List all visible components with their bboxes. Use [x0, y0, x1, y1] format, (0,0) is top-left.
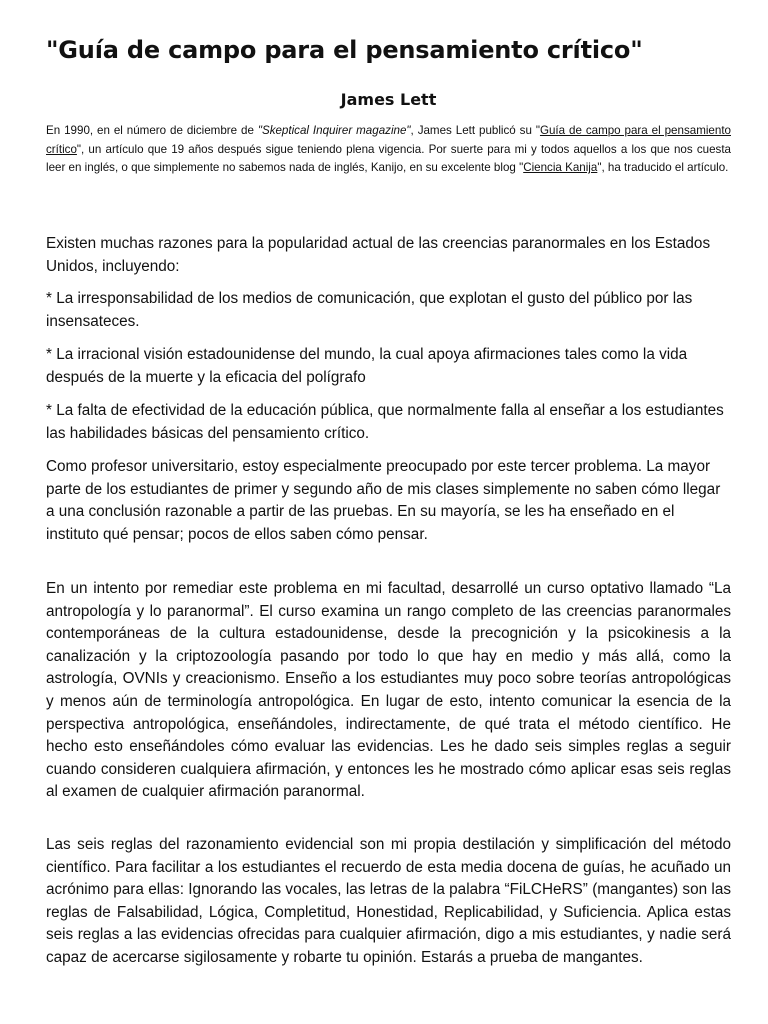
- magazine-name: "Skeptical Inquirer magazine": [257, 124, 411, 137]
- body-paragraph-4: Las seis reglas del razonamiento evidencial son mi propia destilación y simplificación del método científico. Para facilitar a los estudiantes el recuerdo de esta media docena de guías, he acuñado un acrónimo para ellas: Ignorando las vocales, las letras de la palabra “FiLCHeRS” (mangantes) son las reglas de Falsabilidad, Lógica, Completitud, Honestidad, Replicabilidad, y Suficiencia. Aplica estas seis reglas a las evidencias ofrecidas para cualquier afirmación, digo a mis estudiantes, y nadie será capaz de acercarse sigilosamente y robarte tu opinión. Estarás a prueba de mangantes.: [46, 836, 731, 966]
- body-paragraph-1: Existen muchas razones para la popularidad actual de las creencias paranormales en los Estados Unidos, incluyendo:: [46, 235, 711, 275]
- intro-paragraph: [46, 122, 731, 178]
- intro-text-2: , James Lett publicó su ": [410, 124, 540, 137]
- blog-link[interactable]: Ciencia Kanija: [523, 161, 598, 174]
- bullet-paragraph-1: * La irresponsabilidad de los medios de comunicación, que explotan el gusto del público por las insensateces.: [46, 290, 693, 330]
- intro-text-3: ", un artículo que 19 años después sigue teniendo plena vigencia. Por suerte para mi y todos aquellos a los que nos cuesta leer en inglés, o que simplemente no sabemos nada de inglés, Kanijo, en su excelente blog ": [46, 142, 731, 174]
- article-link[interactable]: Guía de campo para el pensamiento crítico: [46, 124, 731, 156]
- intro-text-1: En 1990, en el número de diciembre de: [46, 124, 258, 137]
- intro-text-4: ", ha traducido el artículo.: [597, 161, 729, 174]
- bullet-paragraph-2: * La irracional visión estadounidense del mundo, la cual apoya afirmaciones tales como la vida después de la muerte y la eficacia del polígrafo: [46, 346, 688, 386]
- body-paragraph-3: En un intento por remediar este problema en mi facultad, desarrollé un curso optativo llamado “La antropología y lo paranormal”. El curso examina un rango completo de las creencias paranormales contemporáneas de la cultura estadounidense, desde la precognición y la psicokinesis a la canalización y la criptozoología pasando por todo lo que hay en medio y más allá, como la astrología, OVNIs y creacionismo. Enseño a los estudiantes muy poco sobre teorías antropológicas y menos aún de terminología antropológica. En lugar de esto, intento comunicar la esencia de la perspectiva antropológica, enseñándoles, indirectamente, de qué trata el método científico. He hecho esto enseñándoles cómo evaluar las evidencias. Les he dado seis simples reglas a seguir cuando consideren cualquiera afirmación, y entonces les he mostrado cómo aplicar esas seis reglas al examen de cualquier afirmación paranormal.: [46, 580, 731, 801]
- document-title: "Guía de campo para el pensamiento crítico": [46, 36, 643, 64]
- bullet-paragraph-3: * La falta de efectividad de la educación pública, que normalmente falla al enseñar a los estudiantes las habilidades básicas del pensamiento crítico.: [46, 402, 724, 442]
- author-name: James Lett: [340, 90, 437, 109]
- body-paragraph-2: Como profesor universitario, estoy especialmente preocupado por este tercer problema. La mayor parte de los estudiantes de primer y segundo año de mis clases simplemente no saben cómo llegar a una conclusión razonable a partir de las pruebas. En su mayoría, se les ha enseñado en el instituto qué pensar; pocos de ellos saben cómo pensar.: [46, 458, 721, 543]
